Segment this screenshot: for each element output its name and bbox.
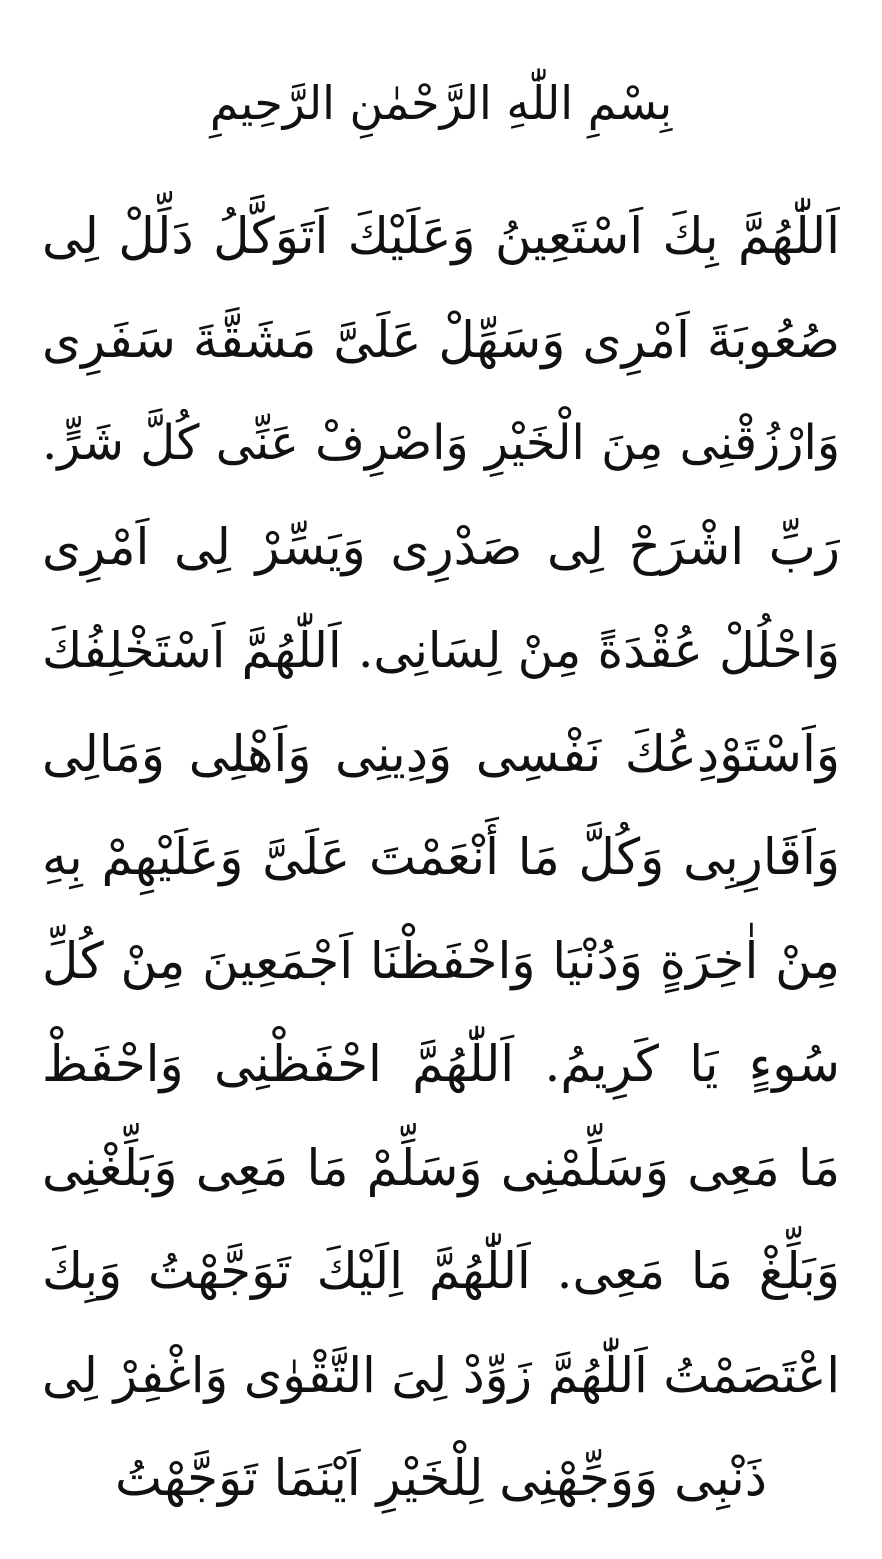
prayer-line: اعْتَصَمْتُ اَللّٰهُمَّ زَوِّدْ لِىَ التَّقْوٰى وَاغْفِرْ لِى	[42, 1346, 840, 1404]
prayer-line: وَاحْلُلْ عُقْدَةً مِنْ لِسَانِى. اَللّٰهُمَّ اَسْتَخْلِفُكَ	[42, 622, 840, 679]
prayer-line: سُوءٍ يَا كَرِيمُ. اَللّٰهُمَّ احْفَظْنِى وَاحْفَظْ	[42, 1035, 840, 1093]
prayer-line: مَا مَعِى وَسَلِّمْنِى وَسَلِّمْ مَا مَعِى وَبَلِّغْنِى	[42, 1138, 840, 1197]
prayer-line: رَبِّ اشْرَحْ لِى صَدْرِى وَيَسِّرْ لِى اَمْرِى	[42, 517, 840, 576]
prayer-line: وَاَسْتَوْدِعُكَ نَفْسِى وَدِينِى وَاَهْلِى وَمَالِى	[42, 724, 840, 783]
prayer-text	[42, 185, 840, 1531]
prayer-line: صُعُوبَةَ اَمْرِى وَسَهِّلْ عَلَىَّ مَشَقَّةَ سَفَرِى	[42, 310, 840, 369]
prayer-line: وَارْزُقْنِى مِنَ الْخَيْرِ وَاصْرِفْ عَنِّى كُلَّ شَرٍّ.	[42, 415, 840, 471]
prayer-line: وَاَقَارِبِى وَكُلَّ مَا أَنْعَمْتَ عَلَىَّ وَعَلَيْهِمْ بِهِ	[42, 828, 840, 886]
prayer-line: وَبَلِّغْ مَا مَعِى. اَللّٰهُمَّ اِلَيْكَ تَوَجَّهْتُ وَبِكَ	[42, 1242, 840, 1300]
basmala-heading: بِسْمِ اللّٰهِ الرَّحْمٰنِ الرَّحِيمِ	[209, 76, 673, 130]
prayer-line: اَللّٰهُمَّ بِكَ اَسْتَعِينُ وَعَلَيْكَ اَتَوَكَّلُ دَلِّلْ لِى	[42, 207, 840, 265]
prayer-line: مِنْ اٰخِرَةٍ وَدُنْيَا وَاحْفَظْنَا اَجْمَعِينَ مِنْ كُلِّ	[42, 931, 840, 990]
prayer-line: ذَنْبِى وَوَجِّهْنِى لِلْخَيْرِ اَيْنَمَا تَوَجَّهْتُ	[114, 1449, 768, 1507]
